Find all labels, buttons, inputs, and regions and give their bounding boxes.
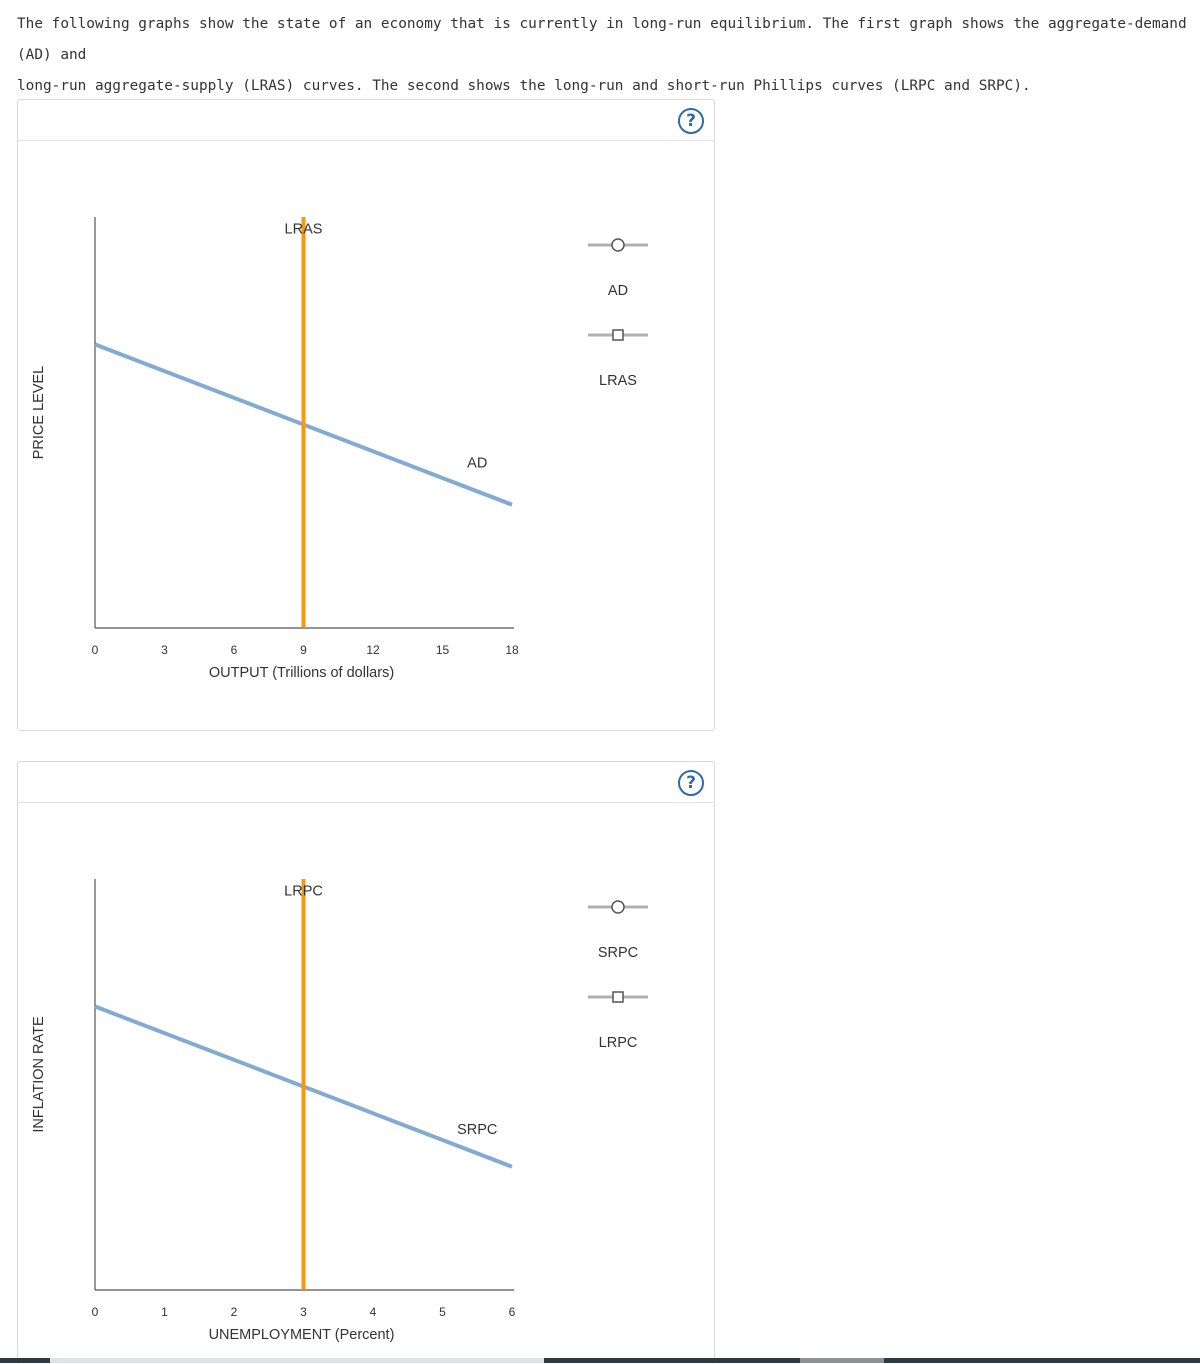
x-tick-label: 3 [300, 1305, 307, 1319]
bottom-strip-segment [800, 1358, 884, 1363]
x-tick-label: 12 [366, 643, 380, 657]
x-tick-label: 2 [230, 1305, 238, 1319]
square-marker-icon [613, 992, 623, 1002]
srpc-curve-label: SRPC [457, 1121, 498, 1138]
phillips-curve-graph-panel [17, 761, 715, 1364]
x-tick-label: 6 [230, 643, 238, 657]
square-marker-icon [613, 330, 623, 340]
x-tick-label: 1 [161, 1305, 168, 1319]
x-tick-label: 4 [369, 1305, 377, 1319]
phillips-curve-chart[interactable] [18, 762, 714, 1364]
lrpc-legend-item[interactable] [588, 992, 648, 1051]
lrpc-curve-label: LRPC [284, 883, 323, 900]
x-tick-label: 15 [435, 643, 450, 657]
bottom-strip-segment [50, 1358, 544, 1363]
circle-marker-icon [612, 901, 624, 913]
x-tick-label: 3 [161, 643, 168, 657]
x-tick-label: 5 [439, 1305, 446, 1319]
question-line-1: The following graphs show the state of an economy that is currently in long-run equilibrium. The first graph shows the aggregate-demand (AD) and [17, 16, 1187, 63]
help-icon[interactable]: ? [678, 770, 704, 796]
x-tick-label: 9 [300, 643, 307, 657]
srpc-legend-item[interactable] [588, 901, 648, 961]
question-line-2: long-run aggregate-supply (LRAS) curves. The second shows the long-run and short-run Phillips curves (LRPC and SRPC). [17, 78, 1031, 94]
bottom-strip-segment [0, 1358, 50, 1363]
legend-label: LRAS [599, 373, 637, 389]
legend-label: AD [607, 283, 629, 299]
x-tick-label: 0 [91, 1305, 99, 1319]
bottom-strip-segment [884, 1358, 1200, 1363]
question-text [17, 9, 1187, 102]
help-icon[interactable]: ? [678, 108, 704, 134]
ad-legend-item[interactable] [588, 239, 648, 299]
y-axis-title: PRICE LEVEL [31, 365, 47, 460]
x-tick-label: 18 [505, 643, 519, 657]
ad-lras-graph-panel [17, 99, 715, 731]
legend-label: LRPC [598, 1035, 638, 1051]
lras-legend-item[interactable] [588, 330, 648, 389]
x-axis-title: OUTPUT (Trillions of dollars) [208, 665, 395, 681]
legend-label: SRPC [597, 945, 639, 961]
circle-marker-icon [612, 239, 624, 251]
y-axis-title: INFLATION RATE [31, 1016, 47, 1133]
ad-lras-chart[interactable] [18, 100, 714, 730]
bottom-strip-segment [544, 1358, 800, 1363]
x-axis-title: UNEMPLOYMENT (Percent) [208, 1327, 395, 1343]
ad-curve-label: AD [467, 455, 488, 472]
x-tick-label: 6 [508, 1305, 516, 1319]
x-tick-label: 0 [91, 643, 99, 657]
lras-curve-label: LRAS [284, 221, 323, 238]
